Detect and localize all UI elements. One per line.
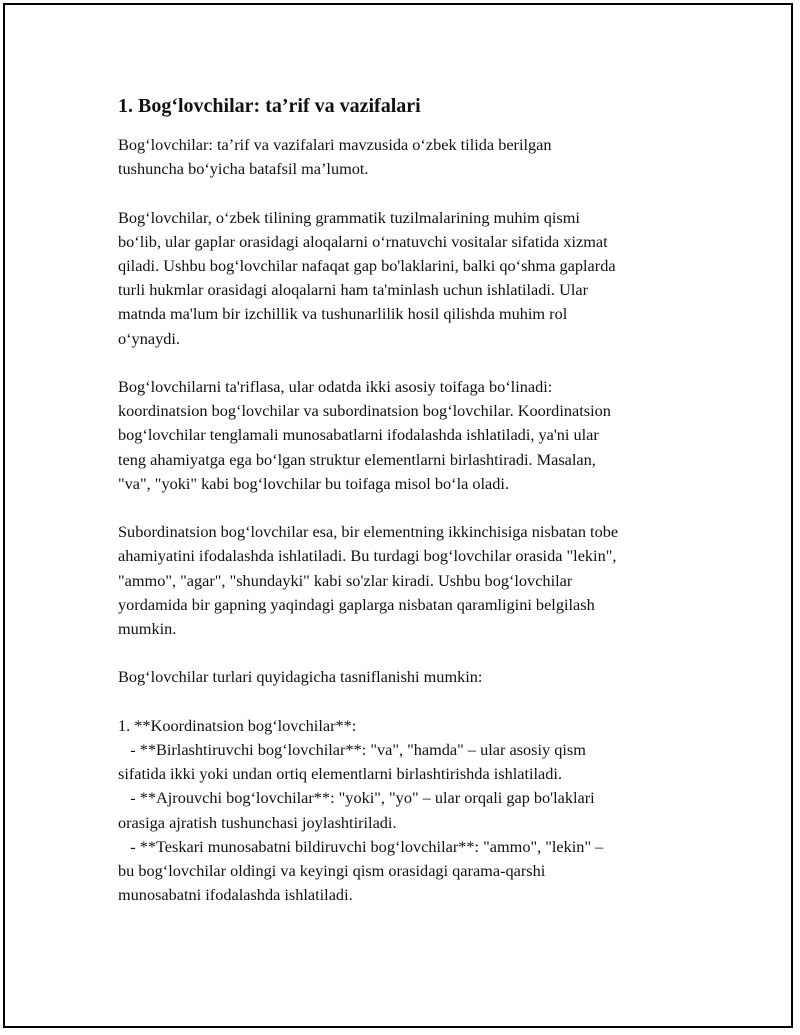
document-body: Bog‘lovchilar: ta’rif va vazifalari mavzusida o‘zbek tilida berilgan tushuncha bo‘yicha batafsil ma’lumot. Bog‘lovchilar, o‘zbek tilining grammatik tuzilmalarining muhim qismi bo‘lib, ular gaplar orasidagi aloqalarni o‘rnatuvchi vositalar sifatida xizmat qiladi. Ushbu bog‘lovchilar nafaqat gap bo'laklarini, balki qo‘shma gaplarda turli hukmlar orasidagi aloqalarni ham ta'minlash uchun ishlatiladi. Ular matnda ma'lum bir izchillik va tushunarlilik hosil qilishda muhim rol o‘ynaydi. Bog‘lovchilarni ta'riflasa, ular odatda ikki asosiy toifaga bo‘linadi: koordinatsion bog‘lovchilar va subordinatsion bog‘lovchilar. Koordinatsion bog‘lovchilar tenglamali munosabatlarni ifodalashda ishlatiladi, ya'ni ular teng ahamiyatga ega bo‘lgan struktur elementlarni birlashtiradi. Masalan, "va", "yoki" kabi bog‘lovchilar bu toifaga misol bo‘la oladi. Subordinatsion bog‘lovchilar esa, bir elementning ikkinchisiga nisbatan tobe ahamiyatini ifodalashda ishlatiladi. Bu turdagi bog‘lovchilar orasida "lekin", "ammo", "agar", "shundayki" kabi so'zlar kiradi. Ushbu bog‘lovchilar yordamida bir gapning yaqindagi gaplarga nisbatan qaramligini belgilash mumkin. Bog‘lovchilar turlari quyidagicha tasniflanishi mumkin: 1. **Koordinatsion bog‘lovchilar**: - **Birlashtiruvchi bog‘lovchilar**: "va", "hamda" – ular asosiy qism sifatida ikki yoki undan ortiq elementlarni birlashtirishda ishlatiladi. - **Ajrouvchi bog‘lovchilar**: "yoki", "yo" – ular orqali gap bo'laklari orasiga ajratish tushunchasi joylashtiriladi. - **Teskari munosabatni bildiruvchi bog‘lovchilar**: "ammo", "lekin" – bu bog‘lovchilar oldingi va keyingi qism orasidagi qarama-qarshi munosabatni ifodalashda ishlatiladi.	[118, 135, 619, 905]
document-content	[118, 93, 698, 908]
document-title: 1. Bog‘lovchilar: ta’rif va vazifalari	[118, 95, 421, 117]
